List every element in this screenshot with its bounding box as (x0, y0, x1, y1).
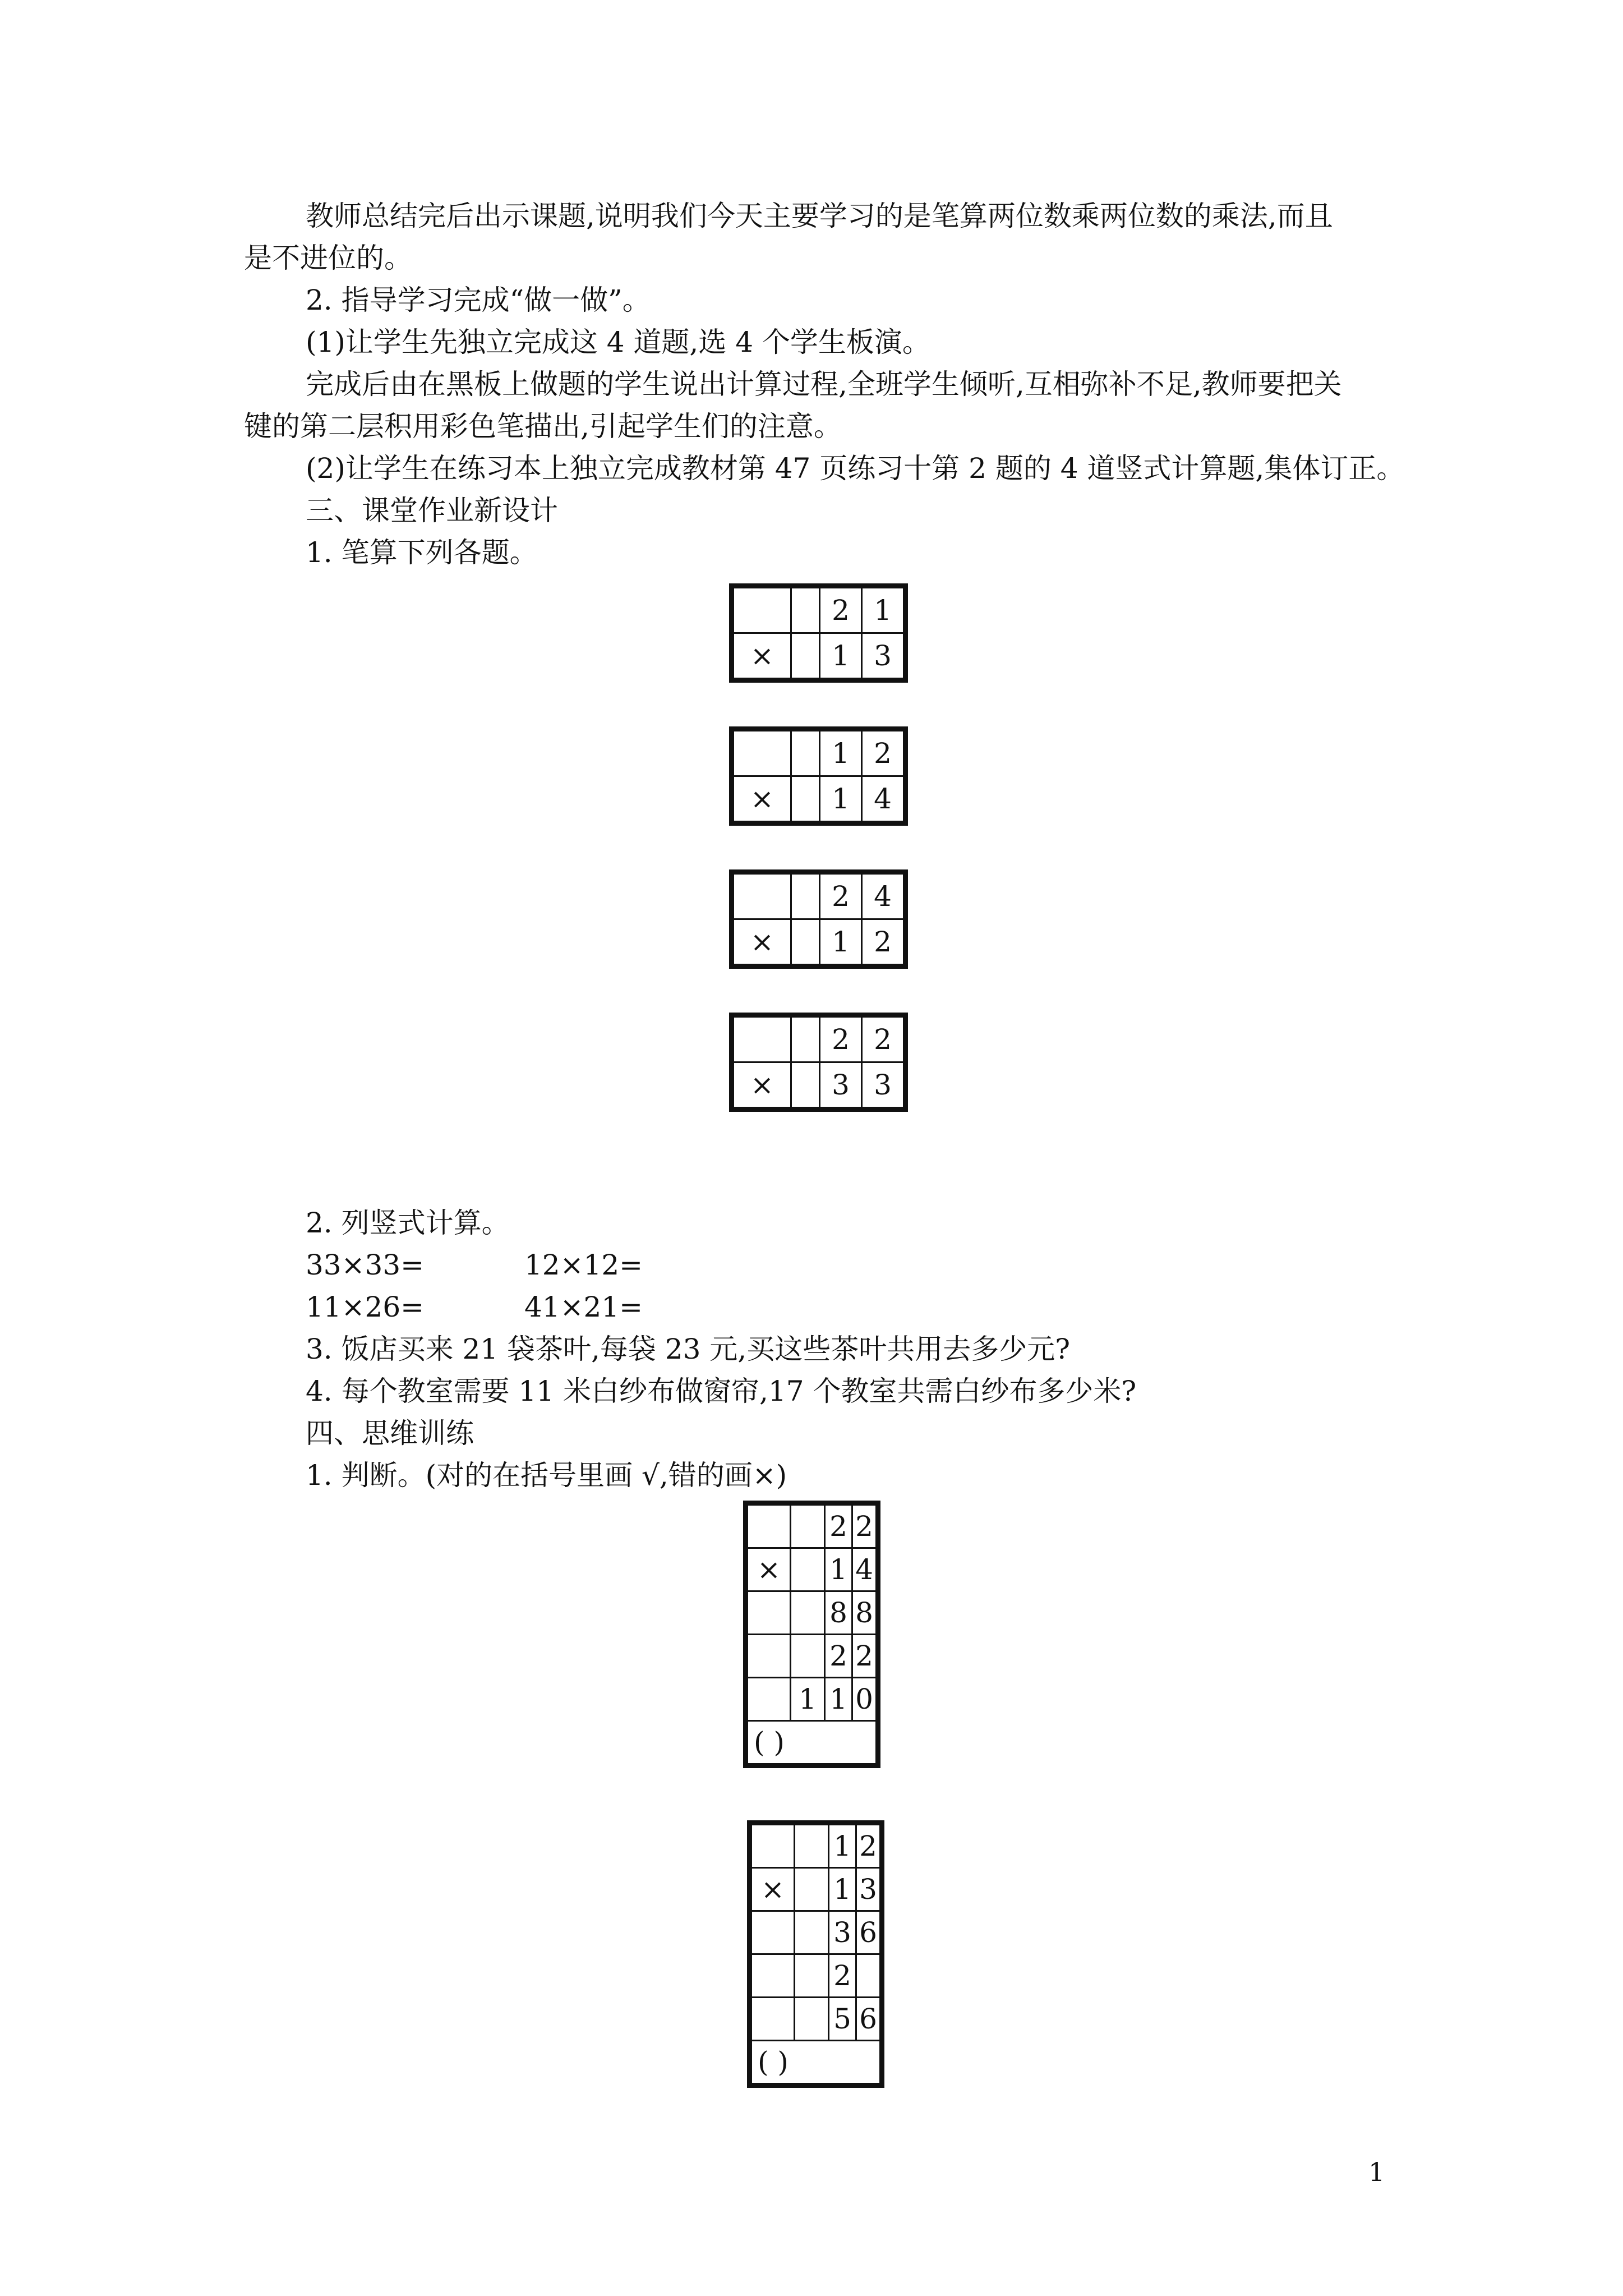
grid-cell: × (746, 1548, 791, 1591)
grid-cell (791, 633, 820, 680)
section-heading: 四、思维训练 (306, 1417, 474, 1450)
grid-cell (732, 586, 791, 633)
grid-cell (732, 1015, 791, 1062)
grid-cell (791, 1591, 825, 1635)
grid-cell (791, 919, 820, 967)
answer-parentheses[interactable]: ( ) (750, 2041, 882, 2086)
judge-grid (747, 1820, 884, 2088)
grid-cell: 1 (825, 1678, 852, 1721)
question-title: 2. 列竖式计算。 (306, 1207, 510, 1239)
grid-cell (856, 1954, 882, 1998)
question-title: 1. 笔算下列各题。 (306, 536, 538, 569)
grid-cell: 1 (820, 633, 862, 680)
grid-cell: 1 (820, 729, 862, 776)
grid-cell: 5 (829, 1998, 856, 2041)
grid-cell (795, 1823, 829, 1868)
grid-cell (732, 872, 791, 919)
paragraph-line: (1)让学生先独立完成这 4 道题,选 4 个学生板演。 (306, 326, 930, 358)
grid-cell (746, 1591, 791, 1635)
grid-cell: 6 (856, 1998, 882, 2041)
grid-cell: 2 (825, 1503, 852, 1548)
paragraph-line: 完成后由在黑板上做题的学生说出计算过程,全班学生倾听,互相弥补不足,教师要把关 (306, 368, 1342, 401)
grid-cell: × (750, 1868, 795, 1911)
question-title: 1. 判断。(对的在括号里画 √,错的画×) (306, 1459, 787, 1492)
paragraph-line: 教师总结完后出示课题,说明我们今天主要学习的是笔算两位数乘两位数的乘法,而且 (306, 200, 1333, 232)
grid-cell: 1 (829, 1868, 856, 1911)
calc-item: 12×12= (524, 1249, 643, 1281)
grid-cell: 8 (825, 1591, 852, 1635)
grid-cell (791, 729, 820, 776)
page-number: 1 (1368, 2157, 1385, 2187)
grid-cell: 2 (820, 586, 862, 633)
grid-cell (750, 1998, 795, 2041)
grid-cell: 2 (825, 1635, 852, 1678)
grid-cell (795, 1998, 829, 2041)
grid-cell: 8 (852, 1591, 878, 1635)
grid-cell (750, 1911, 795, 1954)
grid-cell: 1 (791, 1678, 825, 1721)
calc-item: 11×26= (306, 1291, 425, 1323)
grid-cell: 4 (862, 776, 906, 823)
grid-cell (791, 1015, 820, 1062)
grid-cell: 6 (856, 1911, 882, 1954)
multiplication-grid (729, 583, 908, 683)
grid-cell: 3 (862, 1062, 906, 1110)
grid-cell: 3 (820, 1062, 862, 1110)
grid-cell: 2 (856, 1823, 882, 1868)
grid-cell (795, 1954, 829, 1998)
grid-cell: 2 (862, 919, 906, 967)
paragraph-line: (2)让学生在练习本上独立完成教材第 47 页练习十第 2 题的 4 道竖式计算题,集体订正。 (306, 452, 1405, 485)
grid-cell (746, 1635, 791, 1678)
grid-cell: 0 (852, 1678, 878, 1721)
word-problem: 4. 每个教室需要 11 米白纱布做窗帘,17 个教室共需白纱布多少米? (306, 1375, 1137, 1407)
grid-cell: 1 (829, 1823, 856, 1868)
grid-cell: 1 (820, 776, 862, 823)
grid-cell: 2 (820, 872, 862, 919)
multiplication-grid (729, 1013, 908, 1112)
grid-cell (750, 1823, 795, 1868)
paragraph-line: 2. 指导学习完成“做一做”。 (306, 284, 651, 316)
grid-cell: 2 (862, 1015, 906, 1062)
grid-cell (791, 1503, 825, 1548)
grid-cell: 1 (820, 919, 862, 967)
grid-cell: 2 (852, 1635, 878, 1678)
grid-cell: × (732, 919, 791, 967)
word-problem: 3. 饭店买来 21 袋茶叶,每袋 23 元,买这些茶叶共用去多少元? (306, 1333, 1071, 1365)
calc-item: 41×21= (524, 1291, 643, 1323)
calc-item: 33×33= (306, 1249, 425, 1281)
grid-cell: 4 (862, 872, 906, 919)
grid-cell (795, 1868, 829, 1911)
grid-cell: × (732, 776, 791, 823)
answer-parentheses[interactable]: ( ) (746, 1721, 878, 1766)
multiplication-grid (729, 869, 908, 969)
grid-cell: 1 (862, 586, 906, 633)
grid-cell: 4 (852, 1548, 878, 1591)
grid-cell: 2 (852, 1503, 878, 1548)
grid-cell: 3 (862, 633, 906, 680)
grid-cell: 3 (829, 1911, 856, 1954)
grid-cell (746, 1678, 791, 1721)
grid-cell (791, 1062, 820, 1110)
grid-cell: × (732, 1062, 791, 1110)
grid-cell (791, 1635, 825, 1678)
grid-cell: 2 (862, 729, 906, 776)
paragraph-line: 键的第二层积用彩色笔描出,引起学生们的注意。 (244, 410, 842, 443)
grid-cell (746, 1503, 791, 1548)
grid-cell (791, 586, 820, 633)
grid-cell (791, 872, 820, 919)
grid-cell (732, 729, 791, 776)
grid-cell (795, 1911, 829, 1954)
grid-cell (750, 1954, 795, 1998)
grid-cell: 2 (820, 1015, 862, 1062)
grid-cell: 2 (829, 1954, 856, 1998)
multiplication-grid (729, 726, 908, 826)
grid-cell: 1 (825, 1548, 852, 1591)
grid-cell: × (732, 633, 791, 680)
grid-cell (791, 1548, 825, 1591)
grid-cell (791, 776, 820, 823)
paragraph-line: 是不进位的。 (244, 242, 412, 274)
judge-grid (743, 1501, 880, 1768)
section-heading: 三、课堂作业新设计 (306, 494, 558, 527)
grid-cell: 3 (856, 1868, 882, 1911)
